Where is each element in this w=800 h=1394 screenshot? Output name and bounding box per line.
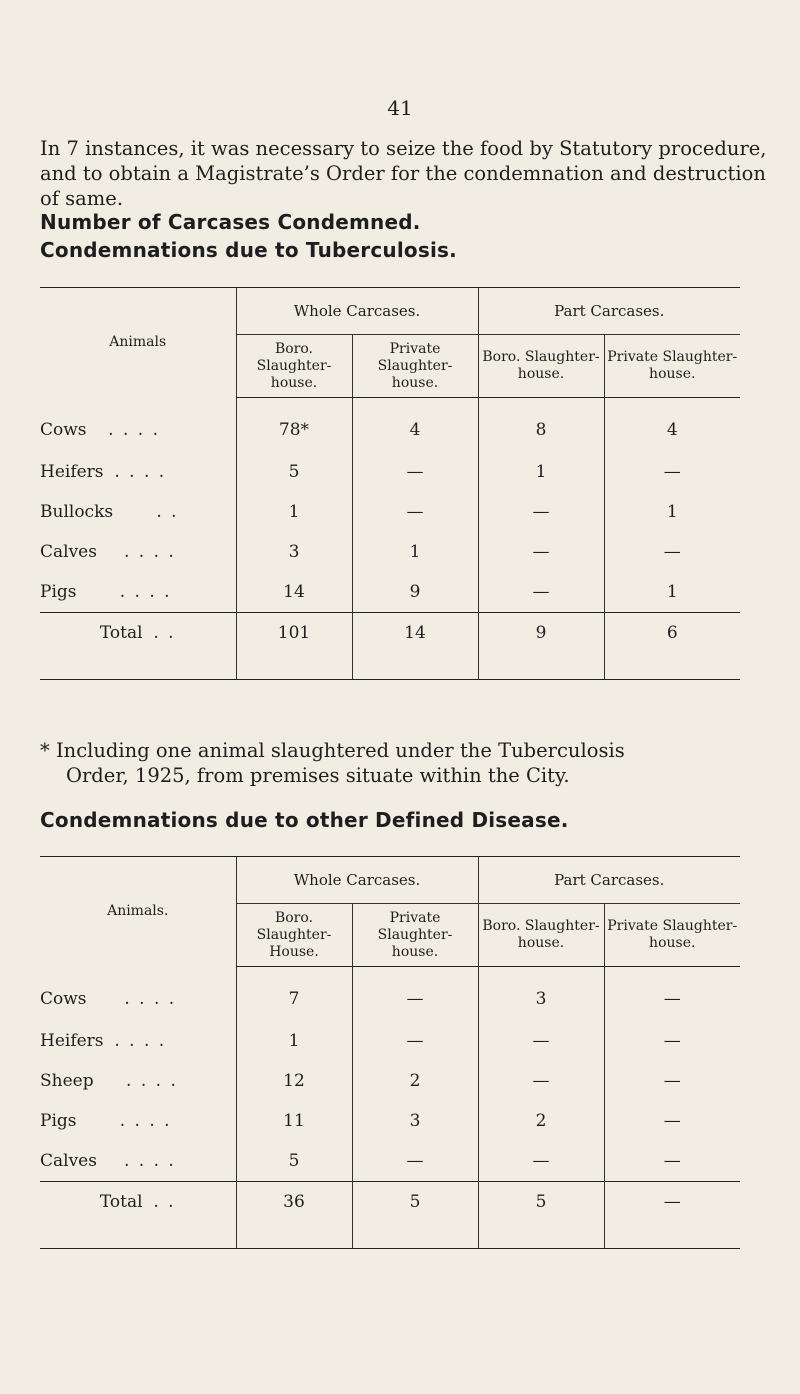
heading-other-disease: Condemnations due to other Defined Disease. — [40, 808, 569, 832]
table-cell: — — [604, 532, 740, 572]
leader-dots: . . . . — [124, 542, 176, 562]
total-label: Total — [99, 623, 143, 643]
table-cell: 2 — [478, 1101, 604, 1141]
table-cell: 4 — [604, 398, 740, 453]
tuberculosis-table — [40, 287, 740, 680]
leader-dots: . . . . — [126, 1071, 178, 1091]
total-row — [40, 1182, 740, 1249]
leader-dots: . . . . — [114, 462, 167, 482]
table-cell: — — [604, 452, 740, 492]
table-row — [40, 452, 740, 492]
leader-dots: . . . . — [119, 582, 172, 602]
footnote — [40, 738, 780, 788]
animal-label: Calves — [40, 1151, 97, 1171]
whole-carcases-header: Whole Carcases. — [236, 288, 478, 335]
table-cell: 11 — [236, 1101, 352, 1141]
table-row — [40, 398, 740, 453]
table-cell: — — [352, 492, 478, 532]
animal-label: Cows — [40, 419, 87, 440]
table-row — [40, 1101, 740, 1141]
heading-number-condemned: Number of Carcases Condemned. — [40, 210, 421, 234]
table-cell: 7 — [236, 967, 352, 1022]
animal-label: Cows — [40, 988, 87, 1009]
table-cell: — — [604, 1141, 740, 1182]
total-cell: 14 — [352, 613, 478, 680]
table-row — [40, 532, 740, 572]
table-cell: — — [478, 492, 604, 532]
table-cell: 1 — [478, 452, 604, 492]
table-cell: — — [478, 1021, 604, 1061]
leader-dots: . . . . — [124, 1151, 176, 1171]
leader-dots: . . . . — [124, 988, 177, 1009]
column-header: Boro. Slaughter- house. — [478, 335, 604, 398]
table-cell: — — [478, 1061, 604, 1101]
table-cell: — — [478, 1141, 604, 1182]
total-cell: 36 — [236, 1182, 352, 1249]
table-cell: 3 — [236, 532, 352, 572]
table-cell: 5 — [236, 452, 352, 492]
table-cell: — — [352, 967, 478, 1022]
part-carcases-header: Part Carcases. — [478, 288, 740, 335]
table-cell: 2 — [352, 1061, 478, 1101]
part-carcases-header: Part Carcases. — [478, 857, 740, 904]
table-cell: — — [604, 1061, 740, 1101]
table-cell: 1 — [604, 572, 740, 613]
leader-dots: . . . . — [114, 1031, 167, 1051]
animal-label: Bullocks — [40, 502, 114, 522]
total-cell: 5 — [478, 1182, 604, 1249]
animal-label: Heifers — [40, 1031, 104, 1051]
total-cell: 101 — [236, 613, 352, 680]
table-cell: 8 — [478, 398, 604, 453]
total-cell: 5 — [352, 1182, 478, 1249]
table-cell: 4 — [352, 398, 478, 453]
table-row — [40, 967, 740, 1022]
table-cell: 9 — [352, 572, 478, 613]
leader-dots: . . . . — [119, 1111, 172, 1131]
animal-label: Sheep — [40, 1071, 94, 1091]
table-row — [40, 1141, 740, 1182]
total-cell: 6 — [604, 613, 740, 680]
column-header: Boro. Slaughter- house. — [478, 904, 604, 967]
table-cell: — — [604, 967, 740, 1022]
column-header: Boro. Slaughter- house. — [236, 335, 352, 398]
total-row — [40, 613, 740, 680]
table-row — [40, 1061, 740, 1101]
table-cell: 1 — [604, 492, 740, 532]
leader-dots: . . — [156, 502, 179, 522]
leader-dots: . . — [153, 1192, 176, 1212]
leader-dots: . . — [153, 623, 176, 643]
animal-label: Pigs — [40, 582, 77, 602]
table-cell: 3 — [478, 967, 604, 1022]
table-cell: — — [604, 1101, 740, 1141]
leader-dots: . . . . — [108, 419, 160, 440]
heading-tuberculosis: Condemnations due to Tuberculosis. — [40, 238, 457, 262]
column-header: Private Slaughter- house. — [604, 904, 740, 967]
other-disease-table — [40, 856, 740, 1249]
table-cell: 3 — [352, 1101, 478, 1141]
table-row — [40, 492, 740, 532]
table-cell: — — [352, 1141, 478, 1182]
animal-label: Pigs — [40, 1111, 77, 1131]
table-cell: 78* — [236, 398, 352, 453]
table-cell: — — [478, 532, 604, 572]
page-number: 41 — [387, 96, 413, 120]
table-cell: — — [352, 452, 478, 492]
animals-header: Animals — [40, 288, 236, 398]
total-cell: — — [604, 1182, 740, 1249]
column-header: Private Slaughter- house. — [604, 335, 740, 398]
table-cell: — — [604, 1021, 740, 1061]
animals-header: Animals. — [40, 857, 236, 967]
column-header: Boro. Slaughter- House. — [236, 904, 352, 967]
table-cell: 14 — [236, 572, 352, 613]
column-header: Private Slaughter- house. — [352, 904, 478, 967]
table-cell: 1 — [236, 492, 352, 532]
total-label: Total — [99, 1192, 143, 1212]
table-cell: 12 — [236, 1061, 352, 1101]
table-cell: — — [352, 1021, 478, 1061]
table-cell: 1 — [352, 532, 478, 572]
table-cell: — — [478, 572, 604, 613]
column-header: Private Slaughter- house. — [352, 335, 478, 398]
table-row — [40, 1021, 740, 1061]
whole-carcases-header: Whole Carcases. — [236, 857, 478, 904]
animal-label: Calves — [40, 542, 97, 562]
footnote-line: * Including one animal slaughtered under the Tuberculosis — [40, 739, 625, 762]
footnote-line: Order, 1925, from premises situate within the City. — [66, 764, 570, 787]
table-row — [40, 572, 740, 613]
animal-label: Heifers — [40, 462, 104, 482]
table-cell: 1 — [236, 1021, 352, 1061]
intro-paragraph: In 7 instances, it was necessary to seize the food by Statutory procedure, and to obtain a Magistrate’s Order for the condemnation and destruction of same. — [40, 137, 767, 210]
total-cell: 9 — [478, 613, 604, 680]
table-cell: 5 — [236, 1141, 352, 1182]
